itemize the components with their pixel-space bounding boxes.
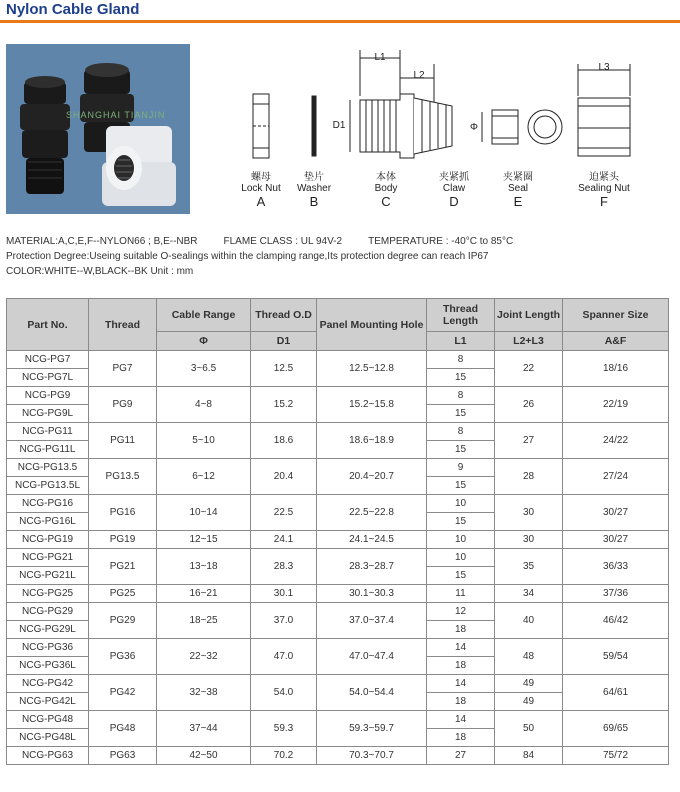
cell-part-no: NCG-PG48	[7, 711, 89, 729]
white-gland	[102, 126, 176, 206]
lock-nut-drawing	[253, 94, 269, 158]
cell-thread-od: 70.2	[251, 747, 317, 765]
cell-joint-length: 27	[495, 423, 563, 459]
cell-panel-hole: 18.6~18.9	[317, 423, 427, 459]
cell-cable-range: 42~50	[157, 747, 251, 765]
part-label-e: 夹紧圈 Seal E	[503, 172, 533, 209]
spec-notes	[6, 234, 676, 279]
cell-thread-length: 18	[427, 729, 495, 747]
table-row	[7, 423, 669, 441]
cell-panel-hole: 54.0~54.4	[317, 675, 427, 711]
cell-joint-length: 30	[495, 495, 563, 531]
cell-joint-length: 30	[495, 531, 563, 549]
cell-spanner: 59/54	[563, 639, 669, 675]
cell-panel-hole: 47.0~47.4	[317, 639, 427, 675]
col-header-thread-length: Thread Length	[427, 299, 495, 332]
cell-thread: PG13.5	[89, 459, 157, 495]
cell-thread-length: 12	[427, 603, 495, 621]
cell-part-no: NCG-PG42L	[7, 693, 89, 711]
cell-panel-hole: 37.0~37.4	[317, 603, 427, 639]
cell-cable-range: 3~6.5	[157, 351, 251, 387]
material-text: MATERIAL:A,C,E,F--NYLON66 ; B,E--NBR	[6, 236, 198, 247]
cell-thread-od: 47.0	[251, 639, 317, 675]
cell-cable-range: 16~21	[157, 585, 251, 603]
cell-thread-od: 30.1	[251, 585, 317, 603]
cell-joint-length: 48	[495, 639, 563, 675]
cell-joint-length: 50	[495, 711, 563, 747]
table-row	[7, 747, 669, 765]
product-photo	[6, 44, 190, 214]
part-label-f: 迫紧头 Sealing Nut F	[578, 172, 630, 209]
cell-spanner: 30/27	[563, 495, 669, 531]
table-row	[7, 675, 669, 693]
table-row	[7, 603, 669, 621]
cell-thread-length: 8	[427, 387, 495, 405]
cell-thread: PG29	[89, 603, 157, 639]
cell-spanner: 75/72	[563, 747, 669, 765]
cell-thread-length: 15	[427, 441, 495, 459]
table-row	[7, 351, 669, 369]
cell-cable-range: 18~25	[157, 603, 251, 639]
page-title: Nylon Cable Gland	[6, 1, 140, 18]
seal-drawing	[492, 110, 518, 144]
dim-d1: D1	[332, 120, 346, 131]
color-unit-text: COLOR:WHITE--W,BLACK--BK Unit : mm	[6, 266, 194, 277]
cell-cable-range: 5~10	[157, 423, 251, 459]
cell-part-no: NCG-PG42	[7, 675, 89, 693]
part-label-d: 夹紧抓 Claw D	[439, 172, 469, 209]
cell-thread-length: 27	[427, 747, 495, 765]
cell-spanner: 36/33	[563, 549, 669, 585]
cell-part-no: NCG-PG16	[7, 495, 89, 513]
cell-cable-range: 10~14	[157, 495, 251, 531]
cell-cable-range: 32~38	[157, 675, 251, 711]
title-divider	[0, 20, 680, 23]
table-row	[7, 459, 669, 477]
subheader-l2l3: L2+L3	[495, 332, 563, 351]
table-row	[7, 495, 669, 513]
cell-thread: PG11	[89, 423, 157, 459]
cell-part-no: NCG-PG29L	[7, 621, 89, 639]
table-row	[7, 531, 669, 549]
cell-panel-hole: 59.3~59.7	[317, 711, 427, 747]
subheader-af: A&F	[563, 332, 669, 351]
cell-thread: PG19	[89, 531, 157, 549]
cell-cable-range: 13~18	[157, 549, 251, 585]
cell-part-no: NCG-PG36	[7, 639, 89, 657]
cell-joint-length: 35	[495, 549, 563, 585]
cell-thread-length: 15	[427, 567, 495, 585]
cell-joint-length: 34	[495, 585, 563, 603]
seal-ring-drawing	[528, 110, 562, 144]
dim-l3: L3	[598, 62, 610, 73]
photo-watermark: SHANGHAI TIANJIN	[66, 110, 166, 120]
cell-part-no: NCG-PG11L	[7, 441, 89, 459]
spec-table	[6, 298, 669, 765]
cell-spanner: 22/19	[563, 387, 669, 423]
cell-panel-hole: 28.3~28.7	[317, 549, 427, 585]
cell-part-no: NCG-PG9L	[7, 405, 89, 423]
table-row	[7, 585, 669, 603]
sealing-nut-drawing	[578, 98, 630, 156]
cell-spanner: 27/24	[563, 459, 669, 495]
dim-l1: L1	[374, 52, 386, 63]
cell-panel-hole: 30.1~30.3	[317, 585, 427, 603]
cell-spanner: 64/61	[563, 675, 669, 711]
cell-thread: PG48	[89, 711, 157, 747]
part-label-a: 螺母 Lock Nut A	[241, 172, 281, 209]
cell-thread-od: 24.1	[251, 531, 317, 549]
cell-part-no: NCG-PG9	[7, 387, 89, 405]
cell-thread-length: 14	[427, 675, 495, 693]
cell-thread-od: 54.0	[251, 675, 317, 711]
temperature-text: TEMPERATURE : -40°C to 85°C	[368, 236, 514, 247]
cell-thread: PG63	[89, 747, 157, 765]
cell-joint-length: 84	[495, 747, 563, 765]
cell-thread-length: 15	[427, 477, 495, 495]
cell-thread-length: 18	[427, 621, 495, 639]
cell-panel-hole: 15.2~15.8	[317, 387, 427, 423]
body-drawing	[360, 94, 452, 158]
subheader-d1: D1	[251, 332, 317, 351]
cell-thread-od: 15.2	[251, 387, 317, 423]
table-row	[7, 639, 669, 657]
cell-part-no: NCG-PG21L	[7, 567, 89, 585]
table-row	[7, 387, 669, 405]
cable-gland-photo	[6, 44, 190, 214]
cell-spanner: 69/65	[563, 711, 669, 747]
col-header-panel-hole: Panel Mounting Hole	[317, 299, 427, 351]
cell-thread-length: 11	[427, 585, 495, 603]
part-label-c: 本体 Body C	[374, 172, 398, 209]
cell-thread: PG42	[89, 675, 157, 711]
cell-thread-length: 10	[427, 549, 495, 567]
subheader-phi: Φ	[157, 332, 251, 351]
col-header-spanner: Spanner Size	[563, 299, 669, 332]
cell-thread-length: 10	[427, 531, 495, 549]
cell-thread-length: 8	[427, 351, 495, 369]
cell-part-no: NCG-PG7L	[7, 369, 89, 387]
cell-thread-length: 15	[427, 405, 495, 423]
cell-joint-length: 49	[495, 675, 563, 693]
cell-cable-range: 22~32	[157, 639, 251, 675]
cell-thread-length: 18	[427, 657, 495, 675]
cell-part-no: NCG-PG63	[7, 747, 89, 765]
cell-thread-length: 18	[427, 693, 495, 711]
cell-part-no: NCG-PG29	[7, 603, 89, 621]
cell-spanner: 30/27	[563, 531, 669, 549]
cell-spanner: 24/22	[563, 423, 669, 459]
cell-thread-length: 8	[427, 423, 495, 441]
col-header-thread-od: Thread O.D	[251, 299, 317, 332]
cell-panel-hole: 24.1~24.5	[317, 531, 427, 549]
cell-panel-hole: 12.5~12.8	[317, 351, 427, 387]
cell-thread: PG21	[89, 549, 157, 585]
cell-thread-length: 9	[427, 459, 495, 477]
cell-thread-od: 20.4	[251, 459, 317, 495]
cell-thread-od: 18.6	[251, 423, 317, 459]
table-row	[7, 711, 669, 729]
col-header-thread: Thread	[89, 299, 157, 351]
cell-part-no: NCG-PG19	[7, 531, 89, 549]
cell-cable-range: 37~44	[157, 711, 251, 747]
cell-panel-hole: 70.3~70.7	[317, 747, 427, 765]
cell-joint-length: 22	[495, 351, 563, 387]
cell-thread: PG7	[89, 351, 157, 387]
cell-thread-od: 22.5	[251, 495, 317, 531]
cell-part-no: NCG-PG48L	[7, 729, 89, 747]
col-header-cable-range: Cable Range	[157, 299, 251, 332]
cell-thread-length: 15	[427, 513, 495, 531]
cell-joint-length: 40	[495, 603, 563, 639]
cell-panel-hole: 22.5~22.8	[317, 495, 427, 531]
cell-spanner: 18/16	[563, 351, 669, 387]
black-gland-left	[20, 76, 70, 194]
part-label-b: 垫片 Washer B	[296, 172, 332, 209]
cell-part-no: NCG-PG7	[7, 351, 89, 369]
spec-line-1	[6, 234, 676, 249]
cell-joint-length: 49	[495, 693, 563, 711]
cell-part-no: NCG-PG13.5L	[7, 477, 89, 495]
cell-thread: PG36	[89, 639, 157, 675]
col-header-joint-length: Joint Length	[495, 299, 563, 332]
dim-l2: L2	[413, 70, 425, 81]
col-header-part-no: Part No.	[7, 299, 89, 351]
exploded-diagram	[200, 40, 680, 220]
cell-thread-length: 14	[427, 639, 495, 657]
cell-part-no: NCG-PG36L	[7, 657, 89, 675]
cell-thread-od: 28.3	[251, 549, 317, 585]
dim-phi: Φ	[470, 122, 478, 133]
spec-table-body	[7, 351, 669, 765]
cell-joint-length: 26	[495, 387, 563, 423]
cell-part-no: NCG-PG11	[7, 423, 89, 441]
cell-panel-hole: 20.4~20.7	[317, 459, 427, 495]
table-row	[7, 549, 669, 567]
cell-thread-od: 37.0	[251, 603, 317, 639]
cell-joint-length: 28	[495, 459, 563, 495]
cell-spanner: 37/36	[563, 585, 669, 603]
cell-thread-od: 59.3	[251, 711, 317, 747]
cell-thread-od: 12.5	[251, 351, 317, 387]
cell-thread: PG16	[89, 495, 157, 531]
cell-cable-range: 6~12	[157, 459, 251, 495]
cell-part-no: NCG-PG13.5	[7, 459, 89, 477]
cell-cable-range: 4~8	[157, 387, 251, 423]
cell-part-no: NCG-PG21	[7, 549, 89, 567]
flame-class-text: FLAME CLASS : UL 94V-2	[223, 236, 343, 247]
cell-part-no: NCG-PG25	[7, 585, 89, 603]
cell-thread: PG25	[89, 585, 157, 603]
cell-cable-range: 12~15	[157, 531, 251, 549]
cell-thread-length: 14	[427, 711, 495, 729]
cell-thread: PG9	[89, 387, 157, 423]
protection-text: Protection Degree:Useing suitable O-sealings within the clamping range,Its protection degree can reach IP67	[6, 251, 489, 262]
cell-spanner: 46/42	[563, 603, 669, 639]
cell-thread-length: 10	[427, 495, 495, 513]
cell-thread-length: 15	[427, 369, 495, 387]
washer-drawing	[312, 96, 316, 156]
subheader-l1: L1	[427, 332, 495, 351]
cell-part-no: NCG-PG16L	[7, 513, 89, 531]
